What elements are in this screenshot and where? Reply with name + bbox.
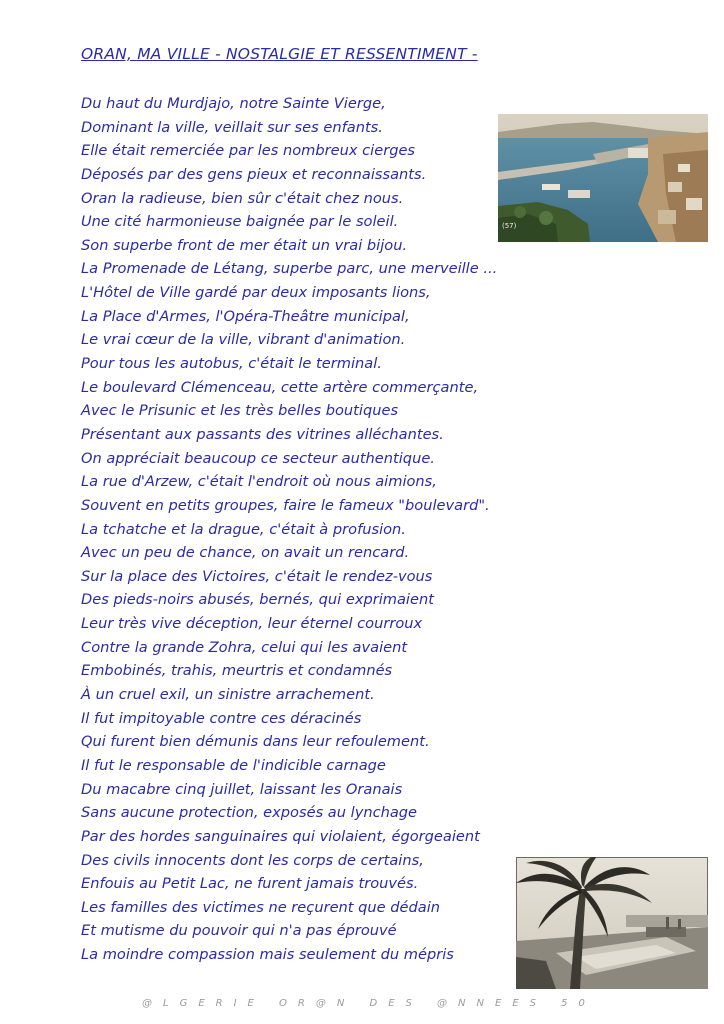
poem-line: Il fut impitoyable contre ces déracinés <box>81 709 362 727</box>
poem-line: Leur très vive déception, leur éternel courroux <box>81 615 423 633</box>
poem-line: Contre la grande Zohra, celui qui les avaient <box>81 638 408 656</box>
poem-line: Sur la place des Victoires, c'était le rendez-vous <box>81 567 433 585</box>
poem-line: La moindre compassion mais seulement du mépris <box>81 946 454 964</box>
document-title: ORAN, MA VILLE - NOSTALGIE ET RESSENTIMENT - <box>81 45 478 63</box>
poem-line: La rue d'Arzew, c'était l'endroit où nous aimions, <box>81 473 437 491</box>
poem-line: Pour tous les autobus, c'était le terminal. <box>81 355 382 373</box>
harbor-photo <box>498 114 708 242</box>
palm-photo-icon <box>516 857 708 989</box>
poem-line: À un cruel exil, un sinistre arrachement. <box>81 686 375 704</box>
poem-line: Avec le Prisunic et les très belles boutiques <box>81 402 399 420</box>
poem-line: Du macabre cinq juillet, laissant les Oranais <box>81 780 403 798</box>
poem-line: Le boulevard Clémenceau, cette artère commerçante, <box>81 378 479 396</box>
poem-line: Qui furent bien démunis dans leur refoulement. <box>81 733 430 751</box>
harbor-photo-icon <box>498 114 708 242</box>
poem-line: Et mutisme du pouvoir qui n'a pas éprouvé <box>81 922 397 940</box>
poem-line: Elle était remerciée par les nombreux cierges <box>81 142 416 160</box>
poem-line: Déposés par des gens pieux et reconnaissants. <box>81 165 427 183</box>
poem-line: Avec un peu de chance, on avait un rencard. <box>81 544 410 562</box>
palm-photo <box>516 857 708 989</box>
poem-line: L'Hôtel de Ville gardé par deux imposants lions, <box>81 284 431 302</box>
poem-line: Sans aucune protection, exposés au lynchage <box>81 804 418 822</box>
poem-line: Oran la radieuse, bien sûr c'était chez nous. <box>81 189 404 207</box>
poem-line: Enfouis au Petit Lac, ne furent jamais trouvés. <box>81 875 419 893</box>
poem-line: Des pieds-noirs abusés, bernés, qui exprimaient <box>81 591 434 609</box>
poem-line: Par des hordes sanguinaires qui violaient, égorgeaient <box>81 827 480 845</box>
poem-line: La tchatche et la drague, c'était à profusion. <box>81 520 406 538</box>
poem-line: Embobinés, trahis, meurtris et condamnés <box>81 662 393 680</box>
poem-line: Les familles des victimes ne reçurent que dédain <box>81 898 441 916</box>
poem-line: Dominant la ville, veillait sur ses enfants. <box>81 118 383 136</box>
poem-line: Le vrai cœur de la ville, vibrant d'animation. <box>81 331 406 349</box>
poem-line: Souvent en petits groupes, faire le fameux "boulevard". <box>81 496 490 514</box>
poem-line: Il fut le responsable de l'indicible carnage <box>81 756 386 774</box>
poem-line: Une cité harmonieuse baignée par le soleil. <box>81 213 399 231</box>
poem-line: Présentant aux passants des vitrines alléchantes. <box>81 425 444 443</box>
poem-line: La Promenade de Létang, superbe parc, une merveille ... <box>81 260 498 278</box>
footer-credit: @LGERIE OR@N DES @NNEES 50 <box>142 998 596 1009</box>
poem-line: La Place d'Armes, l'Opéra-Theâtre municipal, <box>81 307 410 325</box>
poem-line: On appréciait beaucoup ce secteur authentique. <box>81 449 435 467</box>
poem-line: Son superbe front de mer était un vrai bijou. <box>81 236 408 254</box>
poem-line: Du haut du Murdjajo, notre Sainte Vierge, <box>81 95 386 112</box>
harbor-caption: (57) <box>502 222 517 230</box>
poem-text <box>81 92 497 967</box>
poem-line: Des civils innocents dont les corps de certains, <box>81 851 424 869</box>
